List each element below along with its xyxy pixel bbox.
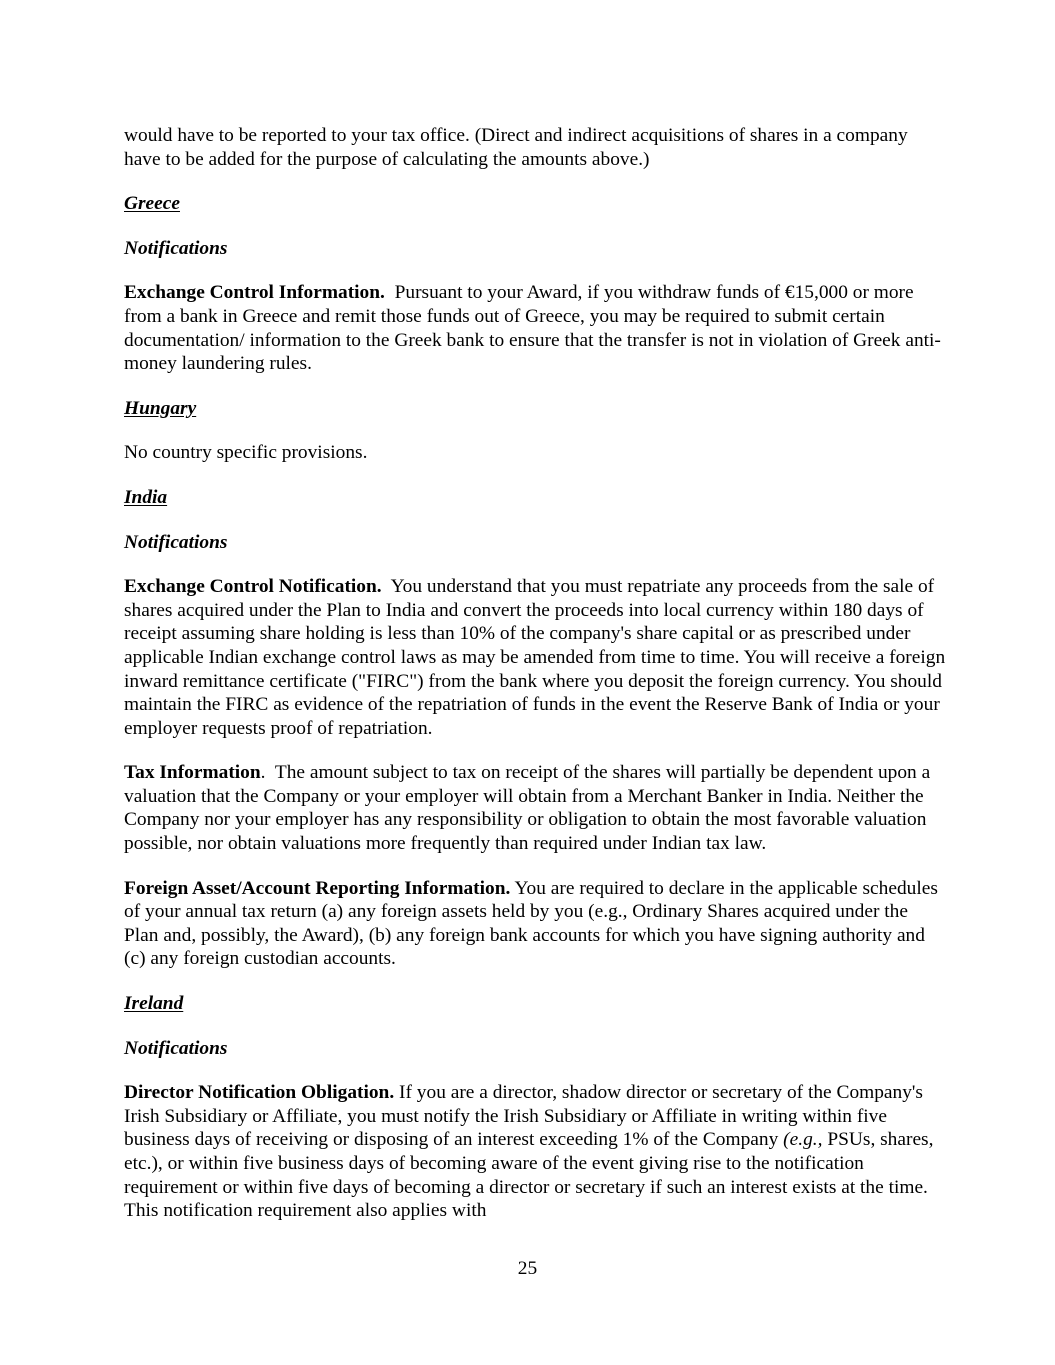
india-exchange-control-paragraph (124, 575, 946, 740)
intro-paragraph (124, 124, 946, 171)
india-foreign-asset-title: Foreign Asset/Account Reporting Information. (124, 877, 511, 899)
greece-notifications-label: Notifications (124, 237, 228, 259)
india-foreign-asset-paragraph (124, 877, 946, 971)
country-heading-greece: Greece (124, 193, 180, 215)
page-number: 25 (517, 1258, 538, 1279)
hungary-body: No country specific provisions. (124, 442, 368, 464)
ireland-notifications-label: Notifications (124, 1037, 228, 1059)
country-heading-hungary: Hungary (124, 397, 197, 419)
ireland-director-notification-body-part1: If you are a director, shadow director or secretary of the Company's Irish Subsidiary or Affiliate, you must notify the Irish Subsidiary or Affiliate in writing within five business days of receiving or disposing of an interest exceeding 1% of the Company (124, 1082, 923, 1151)
india-tax-information-title: Tax Information (124, 762, 261, 784)
intro-text: would have to be reported to your tax office. (Direct and indirect acquisitions of shares in a company have to be added for the purpose of calculating the amounts above.) (124, 125, 908, 170)
india-notifications-label: Notifications (124, 531, 228, 553)
india-exchange-control-title: Exchange Control Notification. (124, 576, 382, 598)
india-tax-information-separator: . (260, 762, 266, 784)
ireland-director-notification-body-italic: (e.g., (783, 1129, 823, 1151)
india-exchange-control-body: You understand that you must repatriate any proceeds from the sale of shares acquired under the Plan to India and convert the proceeds into local currency within 180 days of receipt assuming share holding is less than 10% of the company's share capital or as prescribed under applicable Indian exchange control laws as may be amended from time to time. You will receive a foreign inward remittance certificate ("FIRC") from the bank where you deposit the foreign currency. You should maintain the FIRC as evidence of the repatriation of funds in the event the Reserve Bank of India or your employer requests proof of repatriation. (124, 576, 946, 739)
greece-exchange-control-title: Exchange Control Information. (124, 282, 385, 304)
greece-exchange-control-paragraph (124, 281, 946, 375)
india-tax-information-body: The amount subject to tax on receipt of the shares will partially be dependent upon a valuation that the Company or your employer will obtain from a Merchant Banker in India. Neither the Company nor your employer has any responsibility or obligation to obtain the most favorable valuation possible, nor obtain valuations more frequently than required under Indian tax law. (124, 762, 931, 855)
greece-exchange-control-body: Pursuant to your Award, if you withdraw funds of €15,000 or more from a bank in Greece and remit those funds out of Greece, you may be required to submit certain documentation/ information to the Greek bank to ensure that the transfer is not in violation of Greek anti-money laundering rules. (124, 282, 941, 375)
ireland-director-notification-paragraph (124, 1081, 946, 1223)
country-heading-ireland: Ireland (124, 993, 184, 1015)
india-foreign-asset-body: You are required to declare in the applicable schedules of your annual tax return (a) any foreign assets held by you (e.g., Ordinary Shares acquired under the Plan and, possibly, the Award), (b) any foreign bank accounts for which you have signing authority and (c) any foreign custodian accounts. (124, 877, 938, 970)
india-tax-information-paragraph (124, 761, 946, 855)
document-page (124, 124, 946, 1244)
ireland-director-notification-title: Director Notification Obligation. (124, 1082, 395, 1104)
ireland-director-notification-body-part2: PSUs, shares, etc.), or within five business days of becoming aware of the event giving rise to the notification requirement or within five days of becoming a director or secretary if such an interest exists at the time. This notification requirement also applies with (124, 1129, 934, 1222)
country-heading-india: India (124, 486, 168, 508)
